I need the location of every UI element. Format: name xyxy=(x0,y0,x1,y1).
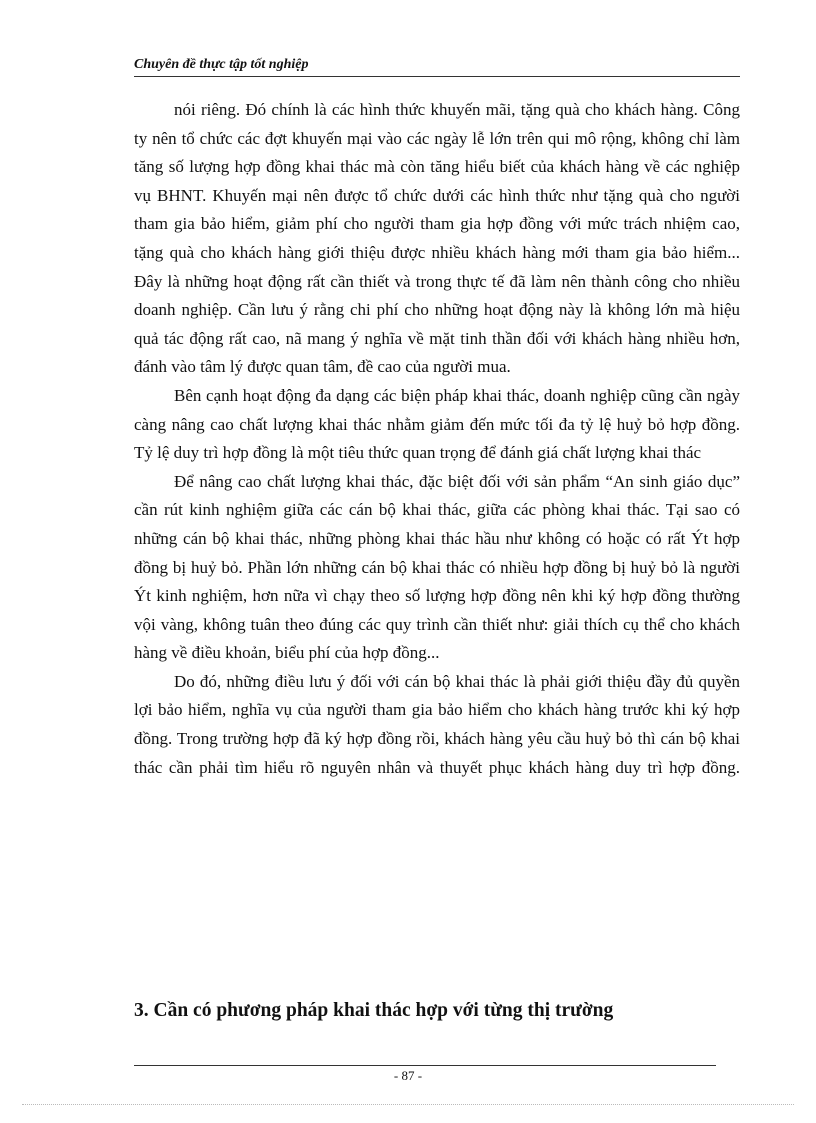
page-boundary xyxy=(22,1104,794,1105)
paragraph: Bên cạnh hoạt động đa dạng các biện pháp khai thác, doanh nghiệp cũng cần ngày càng nâng cao chất lượng khai thác nhằm giảm đến mức tối đa tỷ lệ huỷ bỏ hợp đồng. Tỷ lệ duy trì hợp đồng là một tiêu thức quan trọng để đánh giá chất lượng khai thác xyxy=(134,385,740,463)
page-number: - 87 - xyxy=(393,1068,423,1083)
page-header xyxy=(134,55,740,77)
footer-rule xyxy=(134,1065,716,1066)
paragraph: Để nâng cao chất lượng khai thác, đặc biệt đối với sản phẩm “An sinh giáo dục” cần rút kinh nghiệm giữa các cán bộ khai thác, giữa các phòng khai thác. Tại sao có những cán bộ khai thác, những phòng khai thác hầu như không có hoặc có rất Ýt hợp đồng bị huỷ bỏ. Phần lớn những cán bộ khai thác có nhiều hợp đồng bị huỷ bỏ là người Ýt kinh nghiệm, hơn nữa vì chạy theo số lượng hợp đồng nên khi ký hợp đồng thường vội vàng, không tuân theo đúng các quy trình cần thiết như: giải thích cụ thể cho khách hàng về điều khoản, biểu phí của hợp đồng... xyxy=(134,471,740,663)
paragraph: Do đó, những điều lưu ý đối với cán bộ khai thác là phải giới thiệu đầy đủ quyền lợi bảo hiểm, nghĩa vụ của người tham gia bảo hiểm cho khách hàng trước khi ký hợp đồng. Trong trường hợp đã ký hợp đồng rồi, khách hàng yêu cầu huỷ bỏ thì cán bộ khai thác cần phải tìm hiểu rõ nguyên nhân và thuyết phục khách hàng duy trì hợp đồng. xyxy=(134,671,740,777)
header-title: Chuyên đề thực tập tốt nghiệp xyxy=(134,57,309,72)
section-heading: 3. Cần có phương pháp khai thác hợp với từng thị trường xyxy=(134,1000,614,1021)
document-body xyxy=(134,96,740,782)
paragraph: nói riêng. Đó chính là các hình thức khuyến mãi, tặng quà cho khách hàng. Công ty nên tổ chức các đợt khuyến mại vào các ngày lễ lớn trên qui mô rộng, không chỉ làm tăng số lượng hợp đồng khai thác mà còn tăng hiểu biết của khách hàng về các nghiệp vụ BHNT. Khuyến mại nên được tổ chức dưới các hình thức như tặng quà cho người tham gia bảo hiểm, giảm phí cho người tham gia hợp đồng với mức trách nhiệm cao, tặng quà cho khách hàng giới thiệu được nhiều khách hàng mới tham gia bảo hiểm... Đây là những hoạt động rất cần thiết và trong thực tế đã làm nên thành công cho nhiều doanh nghiệp. Cần lưu ý rằng chi phí cho những hoạt động này là không lớn mà hiệu quả tác động rất cao, nã mang ý nghĩa về mặt tinh thần đối với khách hàng nhiều hơn, đánh vào tâm lý được quan tâm, đề cao của người mua. xyxy=(134,100,740,377)
header-rule xyxy=(134,76,740,77)
